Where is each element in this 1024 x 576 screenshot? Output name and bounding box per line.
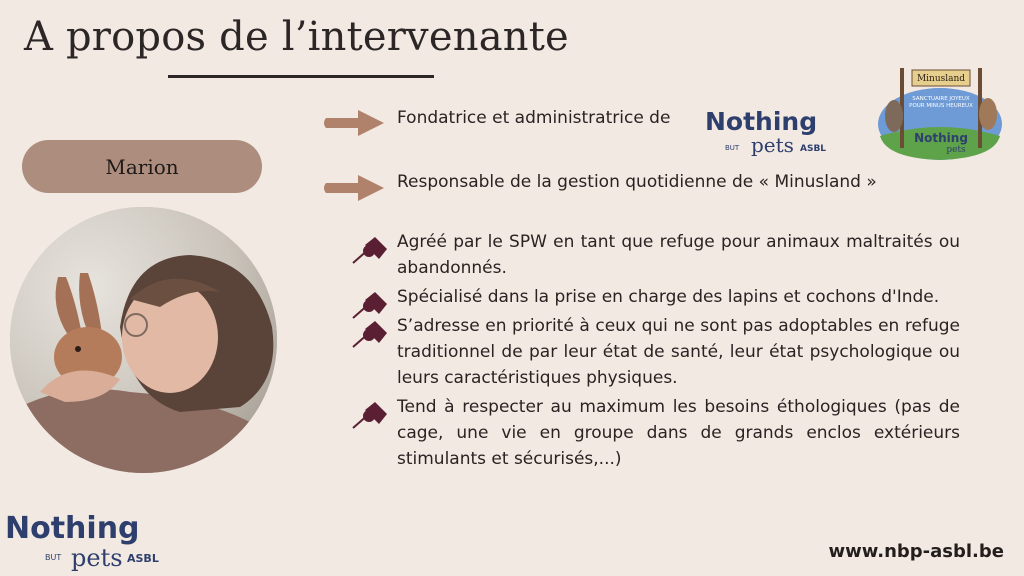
title-underline [168,75,434,78]
minusland-logo-pets: pets [946,145,966,155]
nothing-but-pets-footer-logo [5,510,165,576]
logo-word-nothing: Nothing [5,511,140,546]
list-item [397,284,960,310]
nothing-but-pets-logo [705,106,831,160]
pushpin-icon [351,319,389,349]
pushpin-icon [351,400,389,430]
speaker-name: Marion [105,154,179,179]
logo-word-pets: pets [751,133,794,156]
minusland-sign-text: Minusland [916,74,966,84]
bullet-text: Tend à respecter au maximum les besoins éthologiques (pas de cage, une vie en groupe dans de grands enclos extérieurs stimulants et sécurisés,...) [397,397,960,469]
list-item [397,394,960,472]
refuge-details-list [397,229,960,475]
minusland-tagline-2: POUR MINUS HEUREUX [909,103,973,109]
logo-word-but: BUT [725,144,740,152]
pushpin-icon [351,235,389,265]
website-link[interactable]: www.nbp-asbl.be [828,541,1004,562]
pushpin-icon [351,290,389,320]
bullet-text: Agréé par le SPW en tant que refuge pour animaux maltraités ou abandonnés. [397,232,960,278]
arrow-right-icon [322,171,388,205]
speaker-name-badge [22,140,262,193]
logo-word-asbl: ASBL [800,144,827,154]
minusland-logo-word: Nothing [914,131,968,145]
bullet-text: Spécialisé dans la prise en charge des lapins et cochons d'Inde. [397,287,940,307]
logo-word-asbl: ASBL [127,552,159,565]
page-title: A propos de l’intervenante [24,14,569,60]
list-item [397,229,960,281]
minusland-logo [874,66,1006,166]
bullet-text: S’adresse en priorité à ceux qui ne sont pas adoptables en refuge traditionnel de par leur état de santé, leur état psychologique ou leurs caractéristiques physiques. [397,316,960,388]
role-founder: Fondatrice et administratrice de [397,108,671,128]
logo-word-but: BUT [45,553,62,562]
role-manager: Responsable de la gestion quotidienne de « Minusland » [397,172,877,192]
arrow-right-icon [322,106,388,140]
list-item [397,313,960,391]
logo-word-nothing: Nothing [705,107,818,136]
logo-word-pets: pets [71,544,123,572]
minusland-tagline-1: SANCTUAIRE JOYEUX [912,96,970,102]
speaker-photo [10,207,277,473]
